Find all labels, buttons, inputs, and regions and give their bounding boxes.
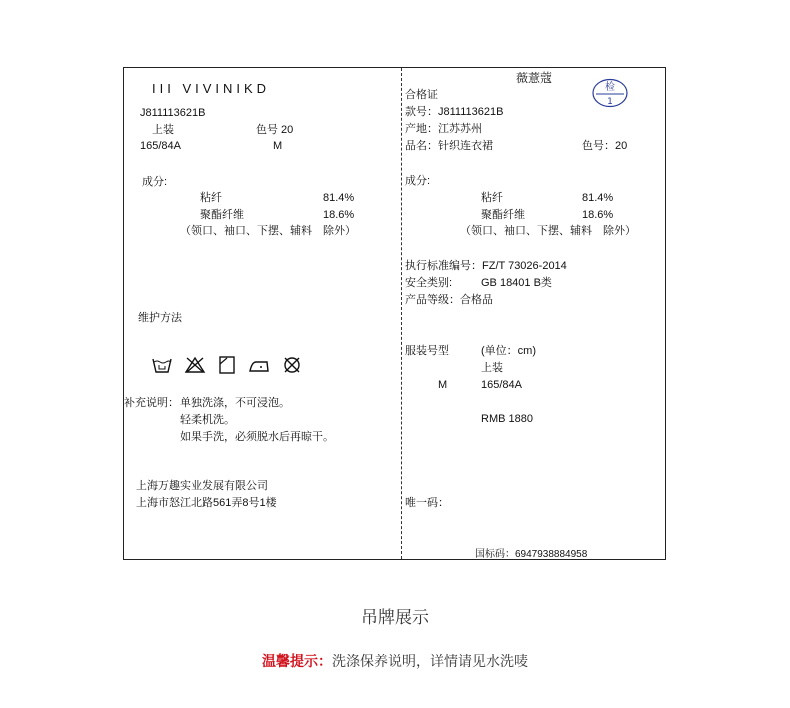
composition-label-right: 成分: xyxy=(405,175,431,187)
line-dry-icon xyxy=(218,356,236,374)
color-code: 色号 20 xyxy=(256,124,294,136)
price: RMB 1880 xyxy=(481,413,533,425)
fiber-1-percent-right: 81.4% xyxy=(582,192,614,204)
tip xyxy=(0,651,790,671)
unique-code-label: 唯一码： xyxy=(405,497,449,509)
composition-exclusion-right: （领口、袖口、下摆、辅料 除外） xyxy=(460,225,636,237)
size: M xyxy=(273,140,283,152)
low-iron-icon xyxy=(248,356,270,374)
origin: 产地：江苏苏州 xyxy=(405,123,482,135)
fiber-1: 粘纤 xyxy=(200,192,222,204)
product-grade: 产品等级：合格品 xyxy=(405,294,493,306)
size-code-right: 165/84A xyxy=(481,379,522,391)
note-line-1: 单独洗涤，不可浸泡。 xyxy=(180,397,290,409)
size-label: 服装号型 xyxy=(405,345,449,357)
no-dry-clean-icon xyxy=(282,356,302,374)
care-symbols xyxy=(152,356,302,374)
note-line-2: 轻柔机洗。 xyxy=(180,414,235,426)
note-label: 补充说明： xyxy=(124,397,179,409)
composition-exclusion: （领口、袖口、下摆、辅料 除外） xyxy=(180,225,356,237)
stamp-number: 1 xyxy=(607,97,613,107)
composition-label: 成分: xyxy=(142,176,168,188)
fiber-2-right: 聚酯纤维 xyxy=(481,209,525,221)
company-name: 上海万趣实业发展有限公司 xyxy=(136,480,268,492)
fiber-2-percent-right: 18.6% xyxy=(582,209,614,221)
safety-value: GB 18401 B类 xyxy=(481,277,552,289)
size-right: M xyxy=(438,379,448,391)
fiber-2-percent: 18.6% xyxy=(323,209,355,221)
fiber-1-percent: 81.4% xyxy=(323,192,355,204)
inspection-stamp xyxy=(592,78,628,113)
tag-divider xyxy=(401,68,402,559)
safety-label: 安全类别: xyxy=(405,277,453,289)
fiber-1-right: 粘纤 xyxy=(481,192,503,204)
caption: 吊牌展示 xyxy=(361,608,429,627)
brand-cn: 薇薏蔻 xyxy=(516,71,553,85)
care-title: 维护方法 xyxy=(138,312,182,324)
size-unit: (单位：cm) xyxy=(481,345,536,357)
tip-label: 温馨提示： xyxy=(262,653,332,669)
company-address: 上海市怒江北路561弄8号1楼 xyxy=(136,497,277,509)
no-bleach-icon xyxy=(184,356,206,374)
hang-tag xyxy=(123,67,666,560)
brand-logo: III VIVINIKD xyxy=(152,81,271,96)
certificate-label: 合格证 xyxy=(405,89,438,101)
barcode-number: 国标码：6947938884958 xyxy=(475,549,588,560)
style-number-right: 款号：J811113621B xyxy=(405,106,504,118)
item-type-right: 上装 xyxy=(481,362,503,374)
product-name: 品名：针织连衣裙 xyxy=(405,140,493,152)
tip-text: 洗涤保养说明，详情请见水洗唛 xyxy=(332,653,528,669)
color-code-right: 色号：20 xyxy=(582,140,628,152)
note-line-3: 如果手洗，必须脱水后再晾干。 xyxy=(180,431,334,443)
standard-number: 执行标准编号：FZ/T 73026-2014 xyxy=(405,260,567,272)
style-number: J811113621B xyxy=(140,107,206,119)
fiber-2: 聚酯纤维 xyxy=(200,209,244,221)
stamp-top: 检 xyxy=(605,82,615,93)
item-type: 上装 xyxy=(152,124,174,136)
hand-wash-icon xyxy=(152,356,172,374)
size-code: 165/84A xyxy=(140,140,181,152)
